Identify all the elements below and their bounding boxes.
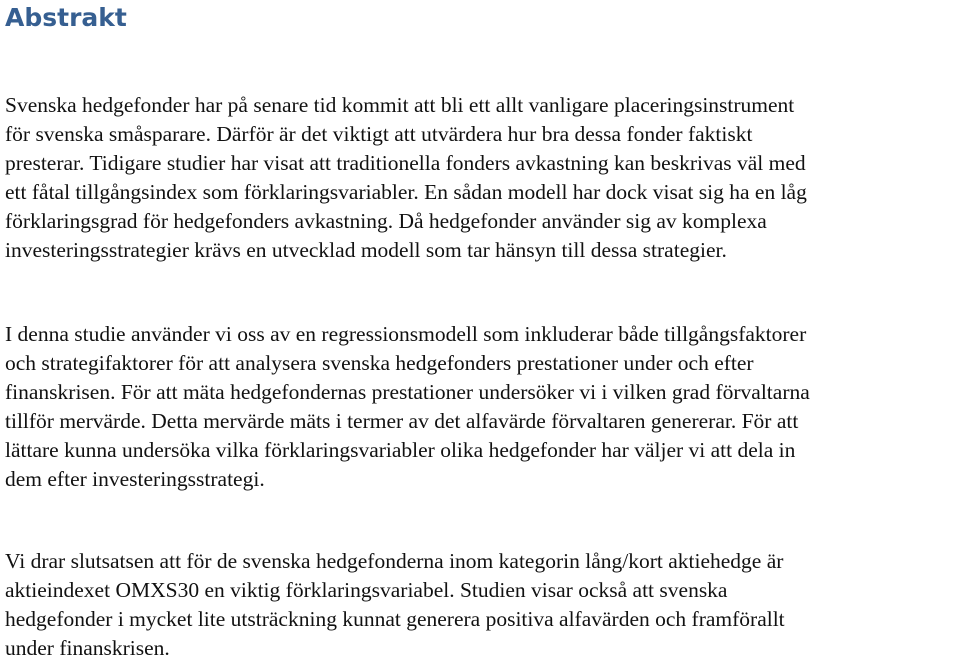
text-line: under finanskrisen. bbox=[5, 636, 170, 660]
text-line: lättare kunna undersöka vilka förklaringsvariabler olika hedgefonder har väljer vi att dela in bbox=[5, 438, 796, 462]
text-line: tillför mervärde. Detta mervärde mäts i termer av det alfavärde förvaltaren genererar. För att bbox=[5, 409, 799, 433]
text-line: I denna studie använder vi oss av en regressionsmodell som inkluderar både tillgångsfaktorer bbox=[5, 322, 807, 346]
text-line: investeringsstrategier krävs en utvecklad modell som tar hänsyn till dessa strategier. bbox=[5, 238, 727, 262]
text-line: finanskrisen. För att mäta hedgefondernas prestationer undersöker vi i vilken grad förvaltarna bbox=[5, 380, 810, 404]
text-line: hedgefonder i mycket lite utsträckning kunnat generera positiva alfavärden och framförallt bbox=[5, 607, 785, 631]
text-line: Vi drar slutsatsen att för de svenska hedgefonderna inom kategorin lång/kort aktiehedge är bbox=[5, 549, 784, 573]
abstract-heading: Abstrakt bbox=[5, 3, 127, 32]
abstract-paragraph-2 bbox=[5, 320, 955, 494]
text-line: för svenska småsparare. Därför är det viktigt att utvärdera hur bra dessa fonder faktiskt bbox=[5, 122, 753, 146]
abstract-paragraph-3 bbox=[5, 547, 955, 663]
abstract-paragraph-1 bbox=[5, 91, 955, 265]
text-line: ett fåtal tillgångsindex som förklaringsvariabler. En sådan modell har dock visat sig ha en låg bbox=[5, 180, 807, 204]
text-line: Svenska hedgefonder har på senare tid kommit att bli ett allt vanligare placeringsinstrument bbox=[5, 93, 795, 117]
text-line: aktieindexet OMXS30 en viktig förklaringsvariabel. Studien visar också att svenska bbox=[5, 578, 728, 602]
text-line: förklaringsgrad för hedgefonders avkastning. Då hedgefonder använder sig av komplexa bbox=[5, 209, 767, 233]
text-line: dem efter investeringsstrategi. bbox=[5, 467, 265, 491]
text-line: och strategifaktorer för att analysera svenska hedgefonders prestationer under och efter bbox=[5, 351, 754, 375]
text-line: presterar. Tidigare studier har visat att traditionella fonders avkastning kan beskrivas väl med bbox=[5, 151, 806, 175]
